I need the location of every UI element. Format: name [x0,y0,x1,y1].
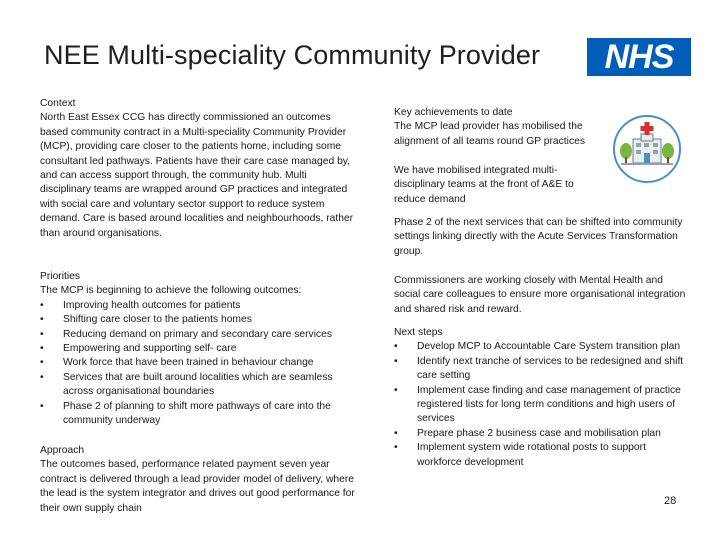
list-item: • Reducing demand on primary and secondary care services [40,328,358,342]
page-number: 28 [664,495,677,507]
list-item: • Implement system wide rotational posts to support workforce development [394,441,690,470]
list-item: • Services that are built around localities which are seamless across organisational boundaries [40,371,358,400]
approach-body: The outcomes based, performance related payment seven year contract is delivered through a lead provider model of delivery, where the lead is the system integrator and drives out good performance for their own supply chain [40,459,355,514]
list-item: • Identify next tranche of services to be redesigned and shift care setting [394,355,690,384]
priorities-heading: Priorities [40,271,81,282]
commissioners-text: Commissioners are working closely with Mental Health and social care colleagues to ensure more organisational integration and shared risk and reward. [394,275,686,315]
context-body: North East Essex CCG has directly commissioned an outcomes based community contract in a Multi-speciality Community Provider (MCP), providing care closer to the patients home, including some consultant led pathways. Patients have their care case managed by, and can access support through, the community hub. Multi disciplinary teams are wrapped around GP practices and integrated with social care and voluntary sector support to reduce system demand. Care is based around localities and neighbourhoods, rather than around organisations. [40,112,354,239]
list-item: • Implement case finding and case management of practice registered lists for long term conditions and high users of services [394,384,690,427]
list-item: • Shifting care closer to the patients homes [40,313,358,327]
approach-heading: Approach [40,445,85,456]
page-title: NEE Multi-speciality Community Provider [44,40,541,70]
approach-section [40,444,358,516]
nhs-logo: NHS [587,38,691,76]
key-achievements-body: The MCP lead provider has mobilised the alignment of all teams round GP practices [394,121,585,147]
list-item: • Empowering and supporting self- care [40,342,358,356]
next-steps-heading: Next steps [394,327,443,338]
list-item: • Phase 2 of planning to shift more pathways of care into the community underway [40,400,358,429]
next-steps-section [394,326,690,470]
priorities-list [40,299,358,429]
next-steps-list [394,340,690,470]
priorities-section [40,270,358,428]
phase2-text: Phase 2 of the next services that can be shifted into community settings linking directly with the Acute Services Transformation group. [394,217,683,257]
list-item: • Develop MCP to Accountable Care System transition plan [394,340,690,354]
priorities-intro: The MCP is beginning to achieve the following outcomes: [40,285,302,297]
key-achievements-section [394,106,609,149]
list-item: • Improving health outcomes for patients [40,299,358,313]
key-achievements-heading: Key achievements to date [394,107,513,118]
hospital-icon [611,113,683,185]
context-heading: Context [40,98,76,109]
list-item: • Work force that have been trained in behaviour change [40,356,358,370]
context-section [40,97,358,241]
mobilised-teams-text: We have mobilised integrated multi-disciplinary teams at the front of A&E to reduce demand [394,165,574,205]
list-item: • Prepare phase 2 business case and mobilisation plan [394,427,690,441]
